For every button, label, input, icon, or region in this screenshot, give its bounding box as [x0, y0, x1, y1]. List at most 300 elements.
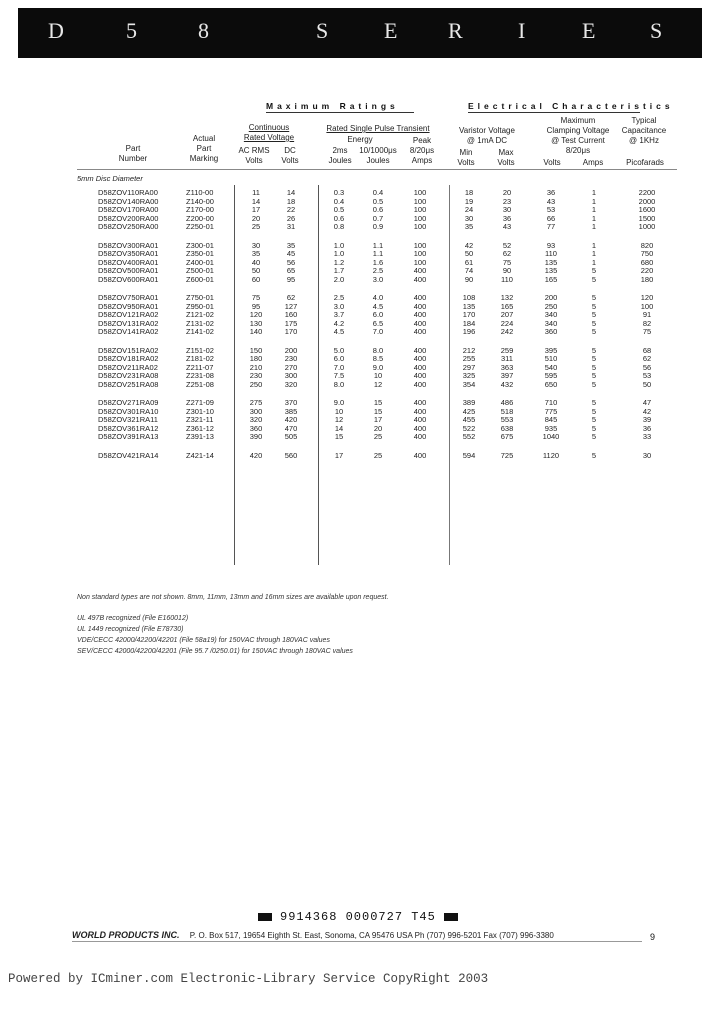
cell-clamp-volts: 360 — [544, 327, 558, 336]
cell-peak-amps: 400 — [413, 415, 427, 424]
banner-letter: E — [384, 18, 399, 43]
cell-v-max: 132 — [500, 293, 514, 302]
cell-ac-rms: 360 — [249, 423, 263, 433]
cell-clamp-volts: 340 — [544, 310, 558, 319]
cell-dc: 300 — [284, 371, 298, 380]
cell-clamp-volts: 66 — [546, 213, 556, 223]
cell-part-number: D58ZOV500RA01 — [98, 266, 159, 275]
cell-v-min: 74 — [464, 266, 474, 275]
cell-clamp-volts: 77 — [546, 222, 556, 231]
cell-ac-rms: 30 — [251, 240, 261, 250]
cell-marking: Z321-11 — [186, 415, 214, 424]
cell-capacitance: 1500 — [638, 213, 656, 223]
cell-energy-2ms: 14 — [334, 423, 344, 433]
cell-v-max: 30 — [502, 205, 512, 214]
cell-part-number: D58ZOV600RA01 — [98, 274, 159, 284]
cell-clamp-volts: 650 — [544, 379, 558, 389]
cell-energy-10-1000: 4.5 — [372, 301, 384, 311]
cell-marking: Z231-08 — [186, 371, 214, 380]
cell-ac-rms: 25 — [251, 222, 261, 231]
cell-v-max: 518 — [500, 406, 514, 416]
cell-peak-amps: 400 — [413, 398, 427, 407]
cell-marking: Z361-12 — [186, 423, 214, 433]
cell-clamp-volts: 710 — [544, 398, 558, 407]
table-row — [0, 275, 720, 285]
header-energy: Energy — [347, 135, 373, 144]
cell-part-number: D58ZOV301RA10 — [98, 406, 159, 416]
cell-part-number: D58ZOV271RA09 — [98, 398, 159, 407]
cell-ac-rms: 420 — [249, 450, 263, 460]
cell-energy-10-1000: 0.9 — [372, 222, 384, 231]
cell-v-max: 43 — [502, 222, 512, 231]
cell-capacitance: 1600 — [638, 205, 656, 214]
cell-marking: Z600-01 — [186, 274, 214, 284]
electrical-underline — [468, 112, 640, 113]
cell-part-number: D58ZOV131RA02 — [98, 318, 159, 328]
cell-peak-amps: 100 — [413, 257, 427, 267]
cell-v-min: 212 — [462, 345, 476, 355]
cell-peak-amps: 100 — [413, 213, 427, 223]
header-ac-rms: AC RMS Volts — [238, 146, 270, 165]
cell-v-max: 725 — [500, 450, 514, 460]
header-v-max: Max Volts — [497, 148, 515, 167]
cell-marking: Z181-02 — [186, 354, 214, 363]
cell-v-max: 638 — [500, 423, 514, 433]
cell-v-min: 35 — [464, 222, 474, 231]
note-ul497b: UL 497B recognized (File E160012) — [77, 615, 189, 622]
cell-ac-rms: 130 — [249, 318, 263, 328]
barcode-block — [444, 913, 458, 921]
cell-energy-2ms: 0.3 — [333, 188, 345, 197]
cell-v-max: 165 — [500, 301, 514, 311]
cell-part-number: D58ZOV141RA02 — [98, 327, 159, 336]
banner-letter: I — [518, 18, 527, 43]
cell-energy-10-1000: 8.5 — [372, 354, 384, 363]
cell-clamp-amps: 1 — [591, 257, 597, 267]
cell-marking: Z131-02 — [186, 318, 214, 328]
cell-peak-amps: 100 — [413, 205, 427, 214]
cell-v-max: 36 — [502, 213, 512, 223]
cell-ac-rms: 35 — [251, 249, 261, 258]
cell-v-min: 50 — [464, 249, 474, 258]
cell-energy-10-1000: 6.5 — [372, 318, 384, 328]
note-ul1449: UL 1449 recognized (File E78730) — [77, 626, 184, 633]
cell-ac-rms: 390 — [249, 432, 263, 441]
cell-clamp-amps: 5 — [591, 432, 597, 441]
cell-energy-2ms: 2.0 — [333, 274, 345, 284]
cell-capacitance: 2200 — [638, 188, 656, 197]
cell-v-min: 325 — [462, 371, 476, 380]
cell-dc: 160 — [284, 310, 298, 319]
cell-clamp-volts: 595 — [544, 371, 558, 380]
header-marking: Actual Part Marking — [189, 134, 219, 163]
cell-dc: 470 — [284, 423, 298, 433]
cell-v-min: 522 — [462, 423, 476, 433]
cell-clamp-amps: 5 — [591, 354, 597, 363]
cell-marking: Z140-00 — [186, 196, 214, 206]
banner-letter: E — [582, 18, 597, 43]
banner-letter: D — [48, 18, 65, 43]
cell-v-min: 24 — [464, 205, 474, 214]
cell-clamp-amps: 5 — [591, 274, 597, 284]
cell-clamp-volts: 775 — [544, 406, 558, 416]
cell-ac-rms: 180 — [249, 354, 263, 363]
cell-part-number: D58ZOV300RA01 — [98, 240, 159, 250]
cell-clamp-volts: 36 — [546, 188, 556, 197]
cell-capacitance: 750 — [640, 249, 654, 258]
cell-capacitance: 82 — [642, 318, 652, 328]
cell-v-min: 389 — [462, 398, 476, 407]
cell-clamp-amps: 1 — [591, 213, 597, 223]
cell-dc: 31 — [286, 222, 296, 231]
cell-energy-2ms: 0.6 — [333, 213, 345, 223]
cell-energy-10-1000: 8.0 — [372, 345, 384, 355]
cell-marking: Z110-00 — [186, 188, 214, 197]
cell-peak-amps: 400 — [413, 406, 427, 416]
barcode-text: 9914368 0000727 T45 — [280, 910, 436, 924]
cell-peak-amps: 400 — [413, 274, 427, 284]
cell-peak-amps: 400 — [413, 301, 427, 311]
cell-v-max: 20 — [502, 188, 512, 197]
cell-v-min: 18 — [464, 188, 474, 197]
cell-energy-10-1000: 2.5 — [372, 266, 384, 275]
cell-energy-10-1000: 15 — [373, 406, 383, 416]
cell-energy-2ms: 1.2 — [333, 257, 345, 267]
cell-clamp-amps: 5 — [591, 406, 597, 416]
cell-energy-2ms: 7.5 — [333, 371, 345, 380]
cell-v-max: 75 — [502, 257, 512, 267]
cell-energy-10-1000: 1.6 — [372, 257, 384, 267]
cell-dc: 370 — [284, 398, 298, 407]
cell-energy-2ms: 0.8 — [333, 222, 345, 231]
cell-energy-2ms: 1.0 — [333, 240, 345, 250]
cell-clamp-amps: 5 — [591, 310, 597, 319]
cell-energy-2ms: 9.0 — [333, 398, 345, 407]
footer-rule — [72, 941, 642, 942]
cell-part-number: D58ZOV251RA08 — [98, 379, 159, 389]
cell-ac-rms: 320 — [249, 415, 263, 424]
cell-marking: Z151-02 — [186, 345, 214, 355]
cell-v-min: 455 — [462, 415, 476, 424]
cell-part-number: D58ZOV321RA11 — [98, 415, 158, 424]
cell-capacitance: 1000 — [638, 222, 656, 231]
cell-marking: Z170-00 — [186, 205, 214, 214]
cell-v-max: 224 — [500, 318, 514, 328]
table-row — [0, 380, 720, 390]
banner-letter: S — [650, 18, 664, 43]
max-ratings-heading: Maximum Ratings — [266, 101, 399, 111]
header-clamp-amps: Amps — [582, 158, 604, 167]
cell-ac-rms: 17 — [251, 205, 261, 214]
cell-capacitance: 100 — [640, 301, 654, 311]
cell-clamp-volts: 135 — [544, 266, 558, 275]
cell-peak-amps: 100 — [413, 249, 427, 258]
cell-v-min: 61 — [464, 257, 474, 267]
cell-v-max: 110 — [501, 274, 513, 284]
cell-dc: 26 — [286, 213, 296, 223]
cell-clamp-volts: 165 — [544, 274, 558, 284]
cell-marking: Z350-01 — [186, 249, 214, 258]
cell-dc: 200 — [284, 345, 298, 355]
cell-peak-amps: 400 — [413, 432, 427, 441]
cell-ac-rms: 95 — [251, 301, 261, 311]
header-part-number: Part Number — [118, 144, 148, 163]
cell-v-max: 675 — [500, 432, 514, 441]
header-rule — [77, 169, 677, 170]
cell-ac-rms: 120 — [249, 310, 263, 319]
cell-capacitance: 120 — [640, 293, 654, 302]
cell-energy-10-1000: 9.0 — [372, 362, 384, 372]
cell-marking: Z391-13 — [186, 432, 214, 441]
cell-part-number: D58ZOV151RA02 — [98, 345, 159, 355]
cell-clamp-amps: 5 — [591, 293, 597, 302]
cell-part-number: D58ZOV211RA02 — [98, 362, 158, 372]
cell-v-min: 30 — [464, 213, 474, 223]
cell-peak-amps: 400 — [413, 450, 427, 460]
banner-letter: S — [316, 18, 330, 43]
cell-energy-2ms: 5.0 — [333, 345, 345, 355]
cell-ac-rms: 140 — [249, 327, 263, 336]
cell-clamp-volts: 110 — [545, 249, 557, 258]
cell-clamp-amps: 5 — [591, 362, 597, 372]
cell-energy-10-1000: 15 — [373, 398, 383, 407]
cell-clamp-amps: 5 — [591, 318, 597, 328]
cell-capacitance: 39 — [642, 415, 652, 424]
cell-energy-2ms: 0.5 — [333, 205, 345, 214]
cell-v-min: 19 — [464, 196, 474, 206]
cell-energy-10-1000: 1.1 — [372, 249, 384, 258]
cell-v-max: 52 — [502, 240, 512, 250]
cell-marking: Z250-01 — [186, 222, 214, 231]
cell-capacitance: 33 — [642, 432, 652, 441]
cell-clamp-amps: 5 — [591, 301, 597, 311]
cell-part-number: D58ZOV421RA14 — [98, 450, 159, 460]
series-banner — [18, 8, 702, 58]
cell-dc: 56 — [286, 257, 296, 267]
cell-ac-rms: 75 — [251, 293, 261, 302]
cell-part-number: D58ZOV400RA01 — [98, 257, 159, 267]
banner-letter: 5 — [126, 18, 138, 43]
cell-capacitance: 91 — [642, 310, 652, 319]
cell-ac-rms: 11 — [252, 188, 260, 197]
cell-capacitance: 36 — [642, 423, 652, 433]
cell-clamp-volts: 540 — [544, 362, 558, 372]
cell-ac-rms: 50 — [251, 266, 261, 275]
section-title: 5mm Disc Diameter — [77, 174, 143, 183]
cell-clamp-amps: 1 — [591, 249, 597, 258]
cell-clamp-amps: 5 — [591, 379, 597, 389]
cell-v-max: 259 — [500, 345, 514, 355]
cell-clamp-amps: 5 — [591, 266, 597, 275]
cell-energy-2ms: 4.2 — [333, 318, 345, 328]
cell-clamp-amps: 1 — [591, 240, 597, 250]
max-ratings-underline — [266, 112, 414, 113]
cell-marking: Z271-09 — [186, 398, 214, 407]
cell-peak-amps: 400 — [413, 266, 427, 275]
header-clamping: Maximum Clamping Voltage @ Test Current 8/20μs — [546, 116, 610, 155]
cell-marking: Z211-07 — [186, 362, 214, 372]
cell-part-number: D58ZOV231RA08 — [98, 371, 159, 380]
cell-ac-rms: 14 — [251, 196, 261, 206]
table-row — [0, 222, 720, 232]
header-dc: DC Volts — [281, 146, 299, 165]
cell-energy-2ms: 0.4 — [333, 196, 345, 206]
cell-dc: 65 — [286, 266, 296, 275]
barcode-block — [258, 913, 272, 921]
cell-marking: Z750-01 — [186, 293, 214, 302]
cell-energy-2ms: 12 — [334, 415, 344, 424]
cell-capacitance: 62 — [642, 354, 652, 363]
cell-part-number: D58ZOV121RA02 — [98, 310, 159, 319]
note-nonstandard: Non standard types are not shown. 8mm, 11mm, 13mm and 16mm sizes are available upon request. — [77, 594, 389, 601]
cell-peak-amps: 400 — [413, 345, 427, 355]
header-varistor-voltage: Varistor Voltage @ 1mA DC — [459, 126, 515, 145]
cell-dc: 385 — [284, 406, 298, 416]
cell-v-max: 62 — [502, 249, 512, 258]
cell-peak-amps: 400 — [413, 423, 427, 433]
company-name: WORLD PRODUCTS INC. — [72, 930, 180, 940]
cell-part-number: D58ZOV250RA00 — [98, 222, 159, 231]
cell-clamp-amps: 1 — [591, 196, 597, 206]
cell-peak-amps: 100 — [413, 222, 427, 231]
cell-clamp-amps: 5 — [591, 345, 597, 355]
cell-part-number: D58ZOV170RA00 — [98, 205, 159, 214]
cell-clamp-volts: 510 — [544, 354, 558, 363]
cell-marking: Z301-10 — [186, 406, 214, 416]
cell-clamp-amps: 5 — [591, 450, 597, 460]
cell-energy-10-1000: 20 — [373, 423, 383, 433]
cell-part-number: D58ZOV110RA00 — [98, 188, 158, 197]
cell-part-number: D58ZOV950RA01 — [98, 301, 159, 311]
cell-energy-2ms: 1.0 — [333, 249, 345, 258]
header-cap-unit: Picofarads — [626, 158, 664, 167]
cell-clamp-volts: 135 — [544, 257, 558, 267]
cell-clamp-volts: 340 — [544, 318, 558, 328]
cell-energy-2ms: 3.7 — [333, 310, 345, 319]
cell-energy-10-1000: 0.4 — [372, 188, 384, 197]
cell-v-max: 23 — [502, 196, 512, 206]
cell-v-min: 42 — [464, 240, 474, 250]
cell-marking: Z251-08 — [186, 379, 214, 389]
cell-ac-rms: 150 — [249, 345, 263, 355]
cell-capacitance: 56 — [642, 362, 652, 372]
cell-peak-amps: 400 — [413, 293, 427, 302]
header-peak-amps: Peak 8/20μs Amps — [409, 136, 435, 165]
cell-peak-amps: 400 — [413, 371, 427, 380]
cell-clamp-volts: 200 — [544, 293, 558, 302]
cell-v-min: 135 — [462, 301, 476, 311]
cell-v-min: 108 — [462, 293, 476, 302]
cell-energy-10-1000: 0.5 — [372, 196, 384, 206]
cell-energy-10-1000: 25 — [373, 432, 383, 441]
cell-peak-amps: 400 — [413, 310, 427, 319]
cell-peak-amps: 100 — [413, 188, 427, 197]
cell-capacitance: 53 — [642, 371, 652, 380]
cell-clamp-volts: 53 — [546, 205, 556, 214]
cell-capacitance: 2000 — [638, 196, 656, 206]
cell-part-number: D58ZOV350RA01 — [98, 249, 159, 258]
cell-v-max: 432 — [500, 379, 514, 389]
cell-dc: 230 — [284, 354, 298, 363]
cell-clamp-amps: 1 — [591, 222, 597, 231]
cell-ac-rms: 40 — [251, 257, 261, 267]
cell-v-min: 196 — [462, 327, 476, 336]
cell-energy-10-1000: 1.1 — [372, 240, 384, 250]
cell-energy-2ms: 3.0 — [333, 301, 345, 311]
electrical-heading: Electrical Characteristics — [468, 101, 674, 111]
cell-ac-rms: 20 — [251, 213, 261, 223]
cell-capacitance: 680 — [640, 257, 654, 267]
cell-part-number: D58ZOV140RA00 — [98, 196, 159, 206]
cell-v-max: 397 — [500, 371, 514, 380]
cell-dc: 127 — [284, 301, 298, 311]
cell-capacitance: 820 — [640, 240, 654, 250]
cell-v-min: 255 — [462, 354, 476, 363]
page-number: 9 — [650, 932, 656, 942]
cell-v-max: 553 — [500, 415, 514, 424]
cell-dc: 62 — [286, 293, 296, 302]
header-v-min: Min Volts — [457, 148, 475, 167]
table-row — [0, 451, 720, 461]
header-energy-2ms: 2ms Joules — [328, 146, 352, 165]
cell-ac-rms: 250 — [249, 379, 263, 389]
cell-v-min: 552 — [462, 432, 476, 441]
cell-clamp-amps: 5 — [591, 423, 597, 433]
cell-clamp-volts: 43 — [546, 196, 556, 206]
header-clamp-volts: Volts — [543, 158, 561, 167]
cell-clamp-volts: 1040 — [542, 432, 560, 441]
cell-part-number: D58ZOV200RA00 — [98, 213, 159, 223]
cell-dc: 505 — [284, 432, 298, 441]
cell-clamp-amps: 5 — [591, 415, 597, 424]
powered-by: Powered by ICminer.com Electronic-Library Service CopyRight 2003 — [8, 972, 489, 986]
cell-energy-10-1000: 4.0 — [372, 293, 384, 302]
cell-clamp-amps: 1 — [591, 205, 597, 214]
cell-marking: Z950-01 — [186, 301, 214, 311]
cell-capacitance: 42 — [642, 406, 652, 416]
cell-energy-2ms: 15 — [334, 432, 344, 441]
cell-dc: 18 — [286, 196, 296, 206]
cell-v-min: 184 — [462, 318, 476, 328]
cell-clamp-amps: 1 — [591, 188, 597, 197]
cell-marking: Z421-14 — [186, 450, 214, 460]
cell-v-min: 90 — [464, 274, 474, 284]
cell-clamp-volts: 395 — [544, 345, 558, 355]
cell-capacitance: 75 — [642, 327, 652, 336]
cell-peak-amps: 400 — [413, 354, 427, 363]
cell-energy-2ms: 8.0 — [333, 379, 345, 389]
table-row — [0, 327, 720, 337]
company-address: P. O. Box 517, 19654 Eighth St. East, Sonoma, CA 95476 USA Ph (707) 996-5201 Fax (707) 996-3380 — [189, 931, 554, 940]
cell-dc: 22 — [286, 205, 296, 214]
cell-marking: Z400-01 — [186, 257, 214, 267]
cell-marking: Z500-01 — [186, 266, 214, 275]
cell-marking: Z200-00 — [186, 213, 214, 223]
cell-energy-2ms: 10 — [334, 406, 344, 416]
cell-peak-amps: 100 — [413, 196, 427, 206]
cell-energy-10-1000: 7.0 — [372, 327, 384, 336]
note-sev: SEV/CECC 42000/42200/42201 (File 95.7 /0250.01) for 150VAC through 180VAC values — [77, 648, 353, 655]
banner-letter: R — [448, 18, 464, 43]
cell-energy-2ms: 1.7 — [333, 266, 345, 275]
cell-energy-10-1000: 6.0 — [372, 310, 384, 319]
cell-dc: 170 — [284, 327, 298, 336]
cell-clamp-amps: 5 — [591, 398, 597, 407]
cell-capacitance: 50 — [642, 379, 652, 389]
cell-clamp-volts: 1120 — [542, 450, 560, 460]
cell-dc: 175 — [284, 318, 298, 328]
cell-marking: Z141-02 — [186, 327, 214, 336]
